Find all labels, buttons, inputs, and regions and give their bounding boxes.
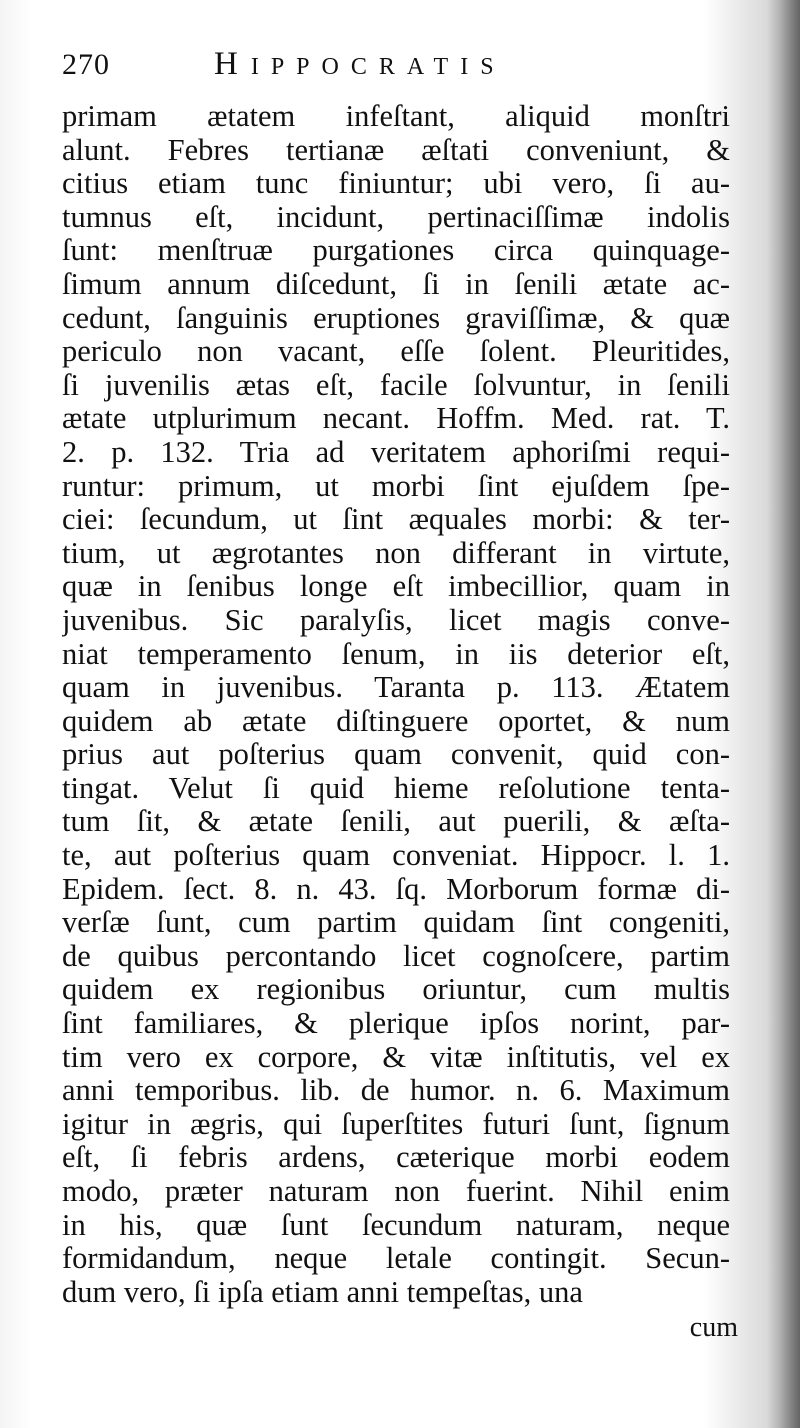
text-line: te, aut poſterius quam conveniat. Hippocr. l. 1. <box>62 839 730 873</box>
text-line: igitur in ægris, qui ſuperſtites futuri ſunt, ſignum <box>62 1107 730 1141</box>
text-line: quidem ab ætate diſtinguere oportet, & num <box>62 704 730 738</box>
text-line: prius aut poſterius quam convenit, quid con- <box>62 738 730 772</box>
text-line: verſæ ſunt, cum partim quidam ſint congeniti, <box>62 906 730 940</box>
text-line: alunt. Febres tertianæ æſtati conveniunt, & <box>62 133 730 167</box>
text-line: citius etiam tunc finiuntur; ubi vero, ſi au- <box>62 167 730 201</box>
running-title-capital: H <box>214 46 251 82</box>
text-line: tum ſit, & ætate ſenili, aut puerili, & æſta- <box>62 805 730 839</box>
text-line: eſt, ſi febris ardens, cæterique morbi eodem <box>62 1141 730 1175</box>
text-line: juvenibus. Sic paralyſis, licet magis conve- <box>62 603 730 637</box>
running-header <box>62 48 722 88</box>
text-line: periculo non vacant, eſſe ſolent. Pleuritides, <box>62 335 730 369</box>
text-line: 2. p. 132. Tria ad veritatem aphoriſmi requi- <box>62 435 730 469</box>
text-line: ciei: ſecundum, ut ſint æquales morbi: & ter- <box>62 503 730 537</box>
text-line: formidandum, neque letale contingit. Secun- <box>62 1242 730 1276</box>
text-line: quæ in ſenibus longe eſt imbecillior, quam in <box>62 570 730 604</box>
text-line: ætate utplurimum necant. Hoffm. Med. rat. T. <box>62 402 730 436</box>
catchword: cum <box>689 1312 738 1343</box>
running-title-small-caps: IPPOCRATIS <box>250 54 506 80</box>
running-title <box>214 46 506 83</box>
text-line: in his, quæ ſunt ſecundum naturam, neque <box>62 1208 730 1242</box>
text-line: dum vero, ſi ipſa etiam anni tempeſtas, una <box>62 1275 583 1309</box>
text-line: quidem ex regionibus oriuntur, cum multis <box>62 973 730 1007</box>
text-line: niat temperamento ſenum, in iis deterior eſt, <box>62 637 730 671</box>
text-line: Epidem. ſect. 8. n. 43. ſq. Morborum formæ di- <box>62 872 730 906</box>
text-line: ſint familiares, & plerique ipſos norint, par- <box>62 1007 730 1041</box>
text-line: quam in juvenibus. Taranta p. 113. Ætatem <box>62 671 730 705</box>
text-line: anni temporibus. lib. de humor. n. 6. Maximum <box>62 1074 730 1108</box>
text-line: modo, præter naturam non fuerint. Nihil enim <box>62 1175 730 1208</box>
page-number: 270 <box>62 48 110 81</box>
text-line: ſimum annum diſcedunt, ſi in ſenili ætate ac- <box>62 267 730 301</box>
text-line: primam ætatem infeſtant, aliquid monſtri <box>62 100 730 133</box>
text-line: cedunt, ſanguinis eruptiones graviſſimæ, & quæ <box>62 301 730 335</box>
body-text <box>62 100 730 1309</box>
text-line: ſunt: menſtruæ purgationes circa quinquage- <box>62 234 730 268</box>
text-line: runtur: primum, ut morbi ſint ejuſdem ſpe- <box>62 469 730 503</box>
text-line: tumnus eſt, incidunt, pertinaciſſimæ indolis <box>62 200 730 234</box>
text-line: tim vero ex corpore, & vitæ inſtitutis, vel ex <box>62 1040 730 1074</box>
page-edge-shadow <box>766 0 800 1428</box>
text-line: tium, ut ægrotantes non differant in virtute, <box>62 536 730 570</box>
text-line: de quibus percontando licet cognoſcere, partim <box>62 939 730 973</box>
text-line: ſi juvenilis ætas eſt, facile ſolvuntur, in ſenili <box>62 368 730 402</box>
text-line: tingat. Velut ſi quid hieme reſolutione tenta- <box>62 771 730 805</box>
